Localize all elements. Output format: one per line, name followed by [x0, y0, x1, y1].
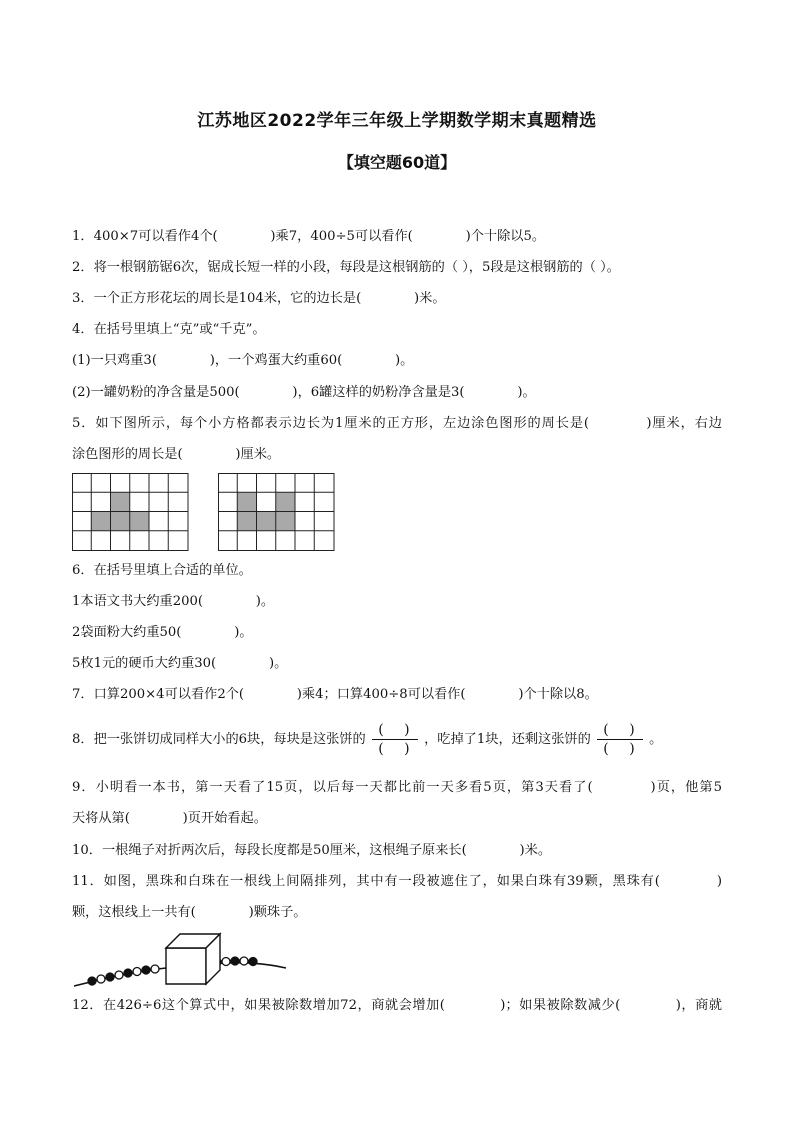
fraction-bar	[372, 739, 418, 740]
fraction-denominator-blank: ( )	[603, 741, 643, 757]
question-12: 12．在426÷6这个算式中，如果被除数增加72，商就会增加( )；如果被除数减少( )，商就	[72, 998, 722, 1013]
right-grid	[219, 474, 335, 551]
question-8-text-3: 。	[649, 732, 663, 747]
beads-figure	[70, 928, 292, 990]
page-subtitle: 【填空题60道】	[337, 153, 457, 172]
fraction-bar	[597, 739, 643, 740]
question-1: 1．400×7可以看作4个( )乘7，400÷5可以看作( )个十除以5。	[72, 229, 546, 244]
question-6-item-2: 2袋面粉大约重50( )。	[72, 625, 253, 640]
question-4: 4．在括号里填上“克”或“千克”。	[72, 322, 266, 337]
question-11-line-2: 颗，这根线上一共有( )颗珠子。	[72, 905, 307, 920]
perimeter-grid-figure	[72, 473, 337, 552]
question-8-text-2: ，吃掉了1块，还剩这张饼的	[424, 732, 591, 747]
question-8-text-1: 8．把一张饼切成同样大小的6块，每块是这张饼的	[72, 732, 366, 747]
question-9-line-2: 天将从第( )页开始看起。	[72, 811, 267, 826]
fraction-numerator-blank: ( )	[378, 722, 418, 738]
beads-left	[88, 965, 159, 985]
question-6: 6．在括号里填上合适的单位。	[72, 563, 252, 578]
question-10: 10．一根绳子对折两次后，每段长度都是50厘米，这根绳子原来长( )米。	[72, 843, 552, 858]
fraction-denominator-blank: ( )	[378, 741, 418, 757]
question-6-item-1: 1本语文书大约重200( )。	[72, 594, 275, 609]
page-title: 江苏地区2022学年三年级上学期数学期末真题精选	[197, 111, 597, 131]
question-8	[72, 720, 662, 760]
question-4-part-1: (1)一只鸡重3( )，一个鸡蛋大约重60( )。	[72, 353, 414, 368]
question-5-line-1: 5．如下图所示，每个小方格都表示边长为1厘米的正方形，左边涂色图形的周长是( )厘米，右边	[72, 416, 722, 431]
cube-cover	[166, 934, 220, 984]
question-2: 2．将一根钢筋锯6次，锯成长短一样的小段，每段是这根钢筋的（ ），5段是这根钢筋的（ ）。	[72, 260, 620, 275]
question-4-part-2: (2)一罐奶粉的净含量是500( )，6罐这样的奶粉净含量是3( )。	[72, 385, 536, 400]
question-5-line-2: 涂色图形的周长是( )厘米。	[72, 447, 281, 462]
question-11-line-1: 11．如图，黑珠和白珠在一根线上间隔排列，其中有一段被遮住了，如果白珠有39颗，黑珠有( )	[72, 874, 722, 889]
fraction-numerator-blank: ( )	[603, 722, 643, 738]
question-3: 3．一个正方形花坛的周长是104米，它的边长是( )米。	[72, 291, 446, 306]
question-7: 7．口算200×4可以看作2个( )乘4；口算400÷8可以看作( )个十除以8。	[72, 687, 598, 702]
question-6-item-3: 5枚1元的硬币大约重30( )。	[72, 656, 288, 671]
fraction-blank-2	[597, 723, 643, 756]
left-grid	[73, 474, 189, 551]
fraction-blank-1	[372, 723, 418, 756]
question-9-line-1: 9．小明看一本书，第一天看了15页，以后每一天都比前一天多看5页，第3天看了( )页，他第5	[72, 780, 722, 795]
